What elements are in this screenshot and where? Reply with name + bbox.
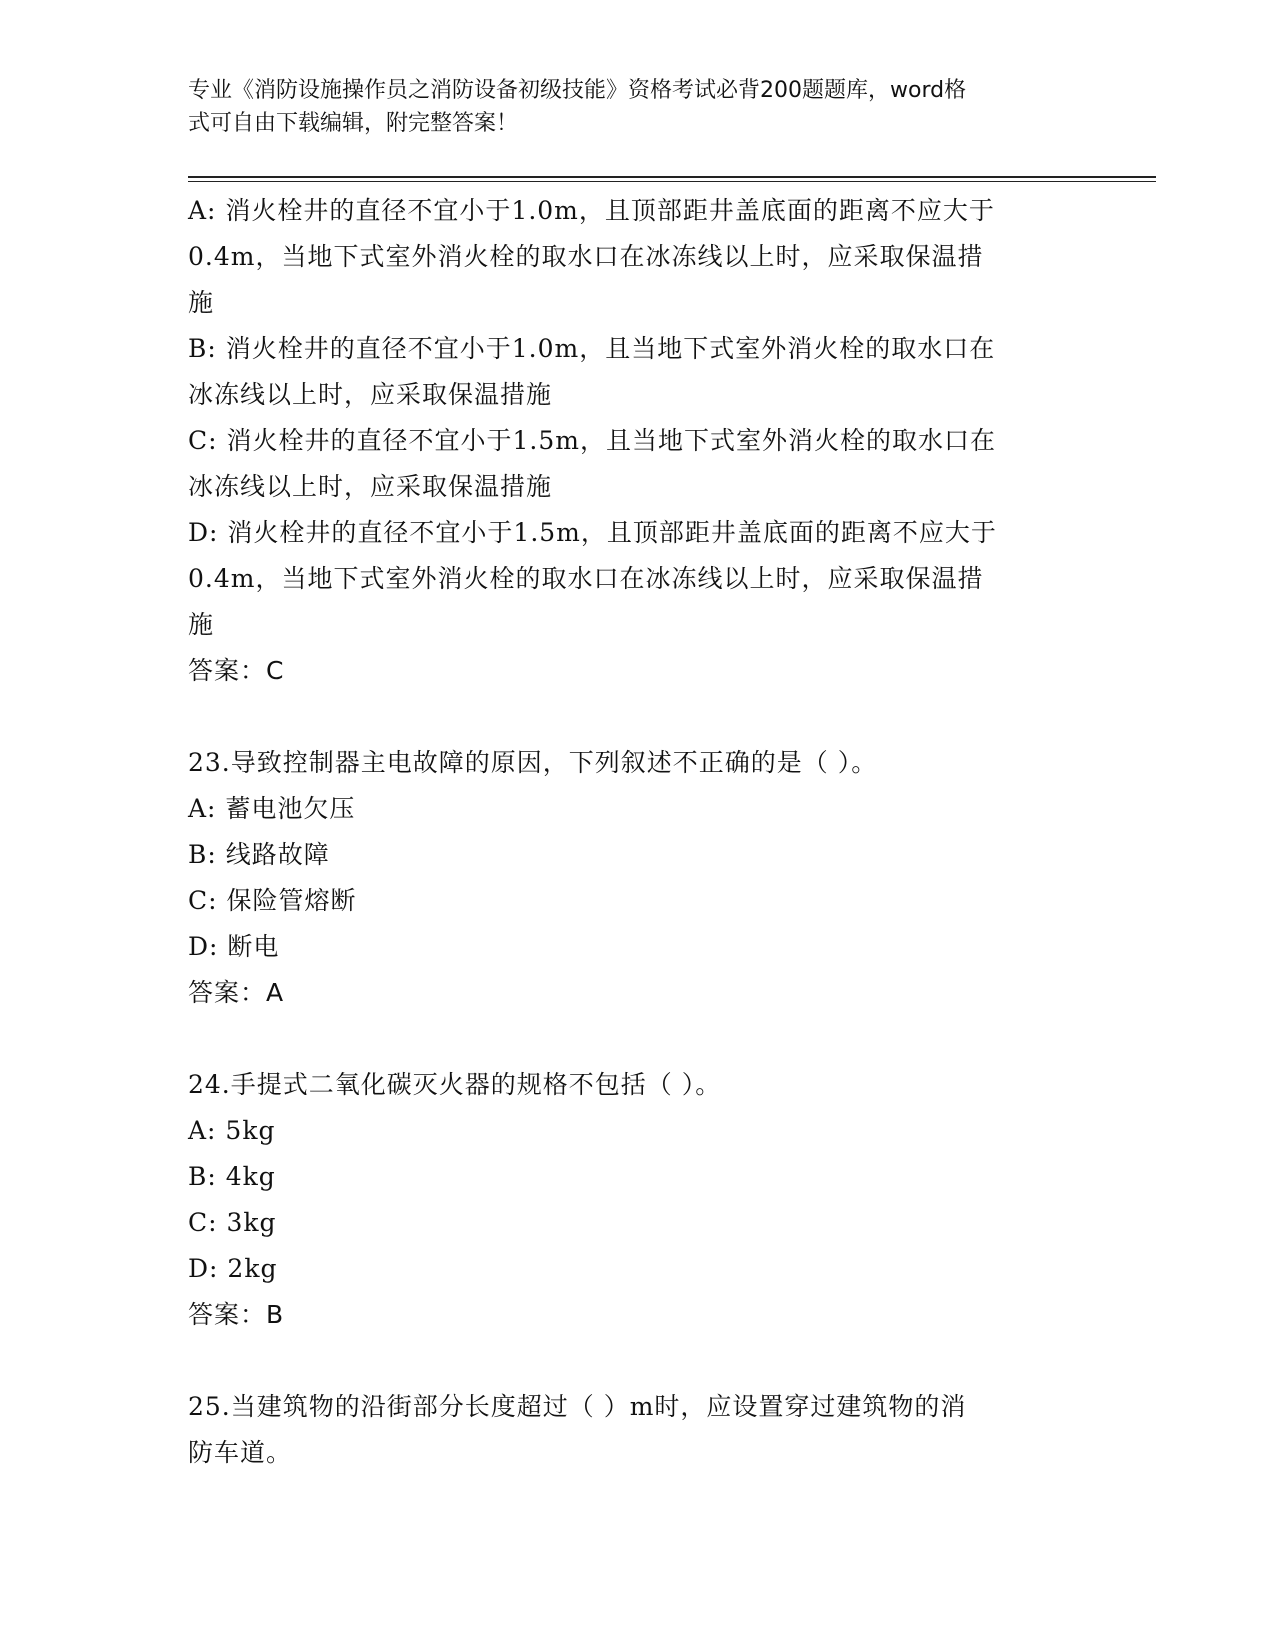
answer-label: 答案：B: [188, 1300, 285, 1329]
question-text: 24.手提式二氧化碳灭火器的规格不包括（ ）。: [188, 1070, 722, 1099]
question-24: [188, 1062, 1088, 1338]
document-header: [188, 74, 1088, 140]
option-a-line: A: 消火栓井的直径不宜小于1.0m，且顶部距井盖底面的距离不应大于: [188, 196, 995, 225]
option-b-line: B: 消火栓井的直径不宜小于1.0m，且当地下式室外消火栓的取水口在: [188, 334, 996, 363]
option-b: B: 线路故障: [188, 840, 330, 869]
question-25: [188, 1384, 1088, 1476]
option-c-line: 冰冻线以上时，应采取保温措施: [188, 472, 553, 501]
option-a: A: 5kg: [188, 1116, 276, 1145]
question-text: 23.导致控制器主电故障的原因，下列叙述不正确的是（ ）。: [188, 748, 878, 777]
option-a-line: 0.4m，当地下式室外消火栓的取水口在冰冻线以上时，应采取保温措: [188, 242, 984, 271]
answer-label: 答案：C: [188, 656, 285, 685]
header-line: 式可自由下载编辑，附完整答案！: [188, 111, 519, 136]
option-c: C: 保险管熔断: [188, 886, 357, 915]
option-b: B: 4kg: [188, 1162, 276, 1191]
header-line: 专业《消防设施操作员之消防设备初级技能》资格考试必背200题题库，word格: [188, 78, 967, 103]
question-text: 25.当建筑物的沿街部分长度超过（ ）m时，应设置穿过建筑物的消: [188, 1392, 967, 1421]
option-d: D: 2kg: [188, 1254, 278, 1283]
question-content: [188, 188, 1088, 1476]
header-divider-thin: [188, 181, 1156, 182]
option-d-line: 施: [188, 610, 215, 639]
question-22: [188, 188, 1088, 694]
answer-label: 答案：A: [188, 978, 285, 1007]
option-d-line: 0.4m，当地下式室外消火栓的取水口在冰冻线以上时，应采取保温措: [188, 564, 984, 593]
option-a: A: 蓄电池欠压: [188, 794, 356, 823]
question-text: 防车道。: [188, 1438, 293, 1467]
question-23: [188, 740, 1088, 1016]
option-d: D: 断电: [188, 932, 280, 961]
option-b-line: 冰冻线以上时，应采取保温措施: [188, 380, 553, 409]
header-divider: [188, 176, 1156, 178]
option-c: C: 3kg: [188, 1208, 277, 1237]
option-a-line: 施: [188, 288, 215, 317]
option-c-line: C: 消火栓井的直径不宜小于1.5m，且当地下式室外消火栓的取水口在: [188, 426, 996, 455]
option-d-line: D: 消火栓井的直径不宜小于1.5m，且顶部距井盖底面的距离不应大于: [188, 518, 997, 547]
